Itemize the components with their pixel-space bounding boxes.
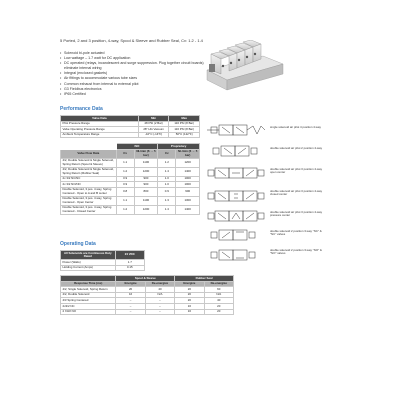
table-cell: –: [116, 309, 145, 315]
table-cell: 1.7: [115, 260, 144, 266]
valve-schematic-icon: [205, 143, 270, 159]
table-cell: 1300: [176, 196, 200, 205]
table-row: [61, 265, 145, 271]
feature-item: • Solenoid bi-pole actuated: [60, 51, 210, 56]
feature-item: • DC operated (relays, incandescent and surge suppression. Plug together circuit boards) eliminate internal wiring: [60, 61, 210, 71]
column-header: Cv: [158, 149, 176, 158]
feature-item: • Air fittings to accommodate various tube sizes: [60, 76, 210, 81]
table-cell: Holding Current (Amps): [61, 265, 116, 271]
table-cell: 0.9: [116, 182, 134, 188]
table-cell: Pilot Pressure Range: [61, 121, 139, 127]
column-header: Cv: [116, 149, 134, 158]
table-cell: N/A: [204, 292, 233, 298]
table-cell: 4/2, Single Solenoid, Spring Return: [61, 287, 116, 293]
table-header-row: [61, 251, 145, 260]
schematic-label: double solenoid air pilot 3 position 4-way pressure center: [270, 210, 323, 218]
valve-flow-table: [60, 143, 200, 215]
table-cell: 1100: [134, 158, 158, 167]
column-group-header: Rubber Seal: [175, 276, 234, 282]
table-cell: 20: [116, 287, 145, 293]
table-cell: 1.2: [158, 158, 176, 167]
column-header: De-energize: [145, 281, 174, 287]
valve-schematic-icon: [205, 208, 270, 224]
feature-list: [60, 51, 210, 97]
table-cell: 2 X3/2 NO: [61, 309, 116, 315]
table-cell: 1.2: [116, 205, 134, 214]
table-cell: Valve Operating Pressure Range: [61, 127, 139, 133]
valve-schematic-icon: [205, 122, 270, 138]
column-header: NL/min (6 → 5 bar): [134, 149, 158, 158]
schematic-label: double solenoid 2 position 3-way "NO" & "NO" valves: [270, 248, 322, 256]
table-cell: 20: [175, 292, 204, 298]
operating-data-title: Operating Data: [60, 241, 96, 247]
table-cell: –: [116, 298, 145, 304]
table-cell: 16: [175, 303, 204, 309]
intro-text: 5 Ported, 2 and 3 position, 4-way, Spool & Sleeve and Rubber Seal, Cv: 1.2 - 1.4: [60, 38, 203, 43]
performance-data-title: Performance Data: [60, 106, 103, 112]
table-row: [61, 132, 200, 138]
table-cell: 2x 3/2 NC/NC: [61, 176, 117, 182]
valve-schematic-icon: [205, 227, 270, 243]
table-cell: 1.0: [158, 176, 176, 182]
table-cell: 28 PSI (2 Bar): [138, 121, 169, 127]
table-cell: 116 PSI (8 Bar): [169, 121, 200, 127]
column-header: Response Time (ms): [61, 281, 116, 287]
column-header: All Solenoids are Continuous Duty Rated: [61, 251, 116, 260]
schematic-label: double solenoid air pilot 2 position 4-way: [270, 146, 323, 150]
table-cell: 800: [134, 187, 158, 196]
table-cell: 900: [176, 187, 200, 196]
table-cell: -10°C (-14°F): [138, 132, 169, 138]
table-row: [61, 196, 200, 205]
table-cell: –: [116, 303, 145, 309]
column-header: Valve Data: [61, 116, 139, 122]
table-cell: Double Solenoid, 3 pos. 4 way, Spring Centered - Closed Center: [61, 205, 117, 214]
table-cell: 40: [204, 298, 233, 304]
column-group-header: Spool & Sleeve: [116, 276, 175, 282]
column-header: Energize: [175, 281, 204, 287]
table-cell: 1400: [176, 205, 200, 214]
schematic-label: double solenoid air pilot 3 position 4-way closed center: [270, 189, 323, 197]
table-cell: 0.9: [116, 176, 134, 182]
column-header: Valve Flow Data: [61, 149, 117, 158]
column-group-header: Proprietary: [158, 144, 200, 150]
table-cell: 900: [134, 182, 158, 188]
feature-item: • IP65 Certified: [60, 92, 210, 97]
table-cell: Ambient Temperature Range: [61, 132, 139, 138]
column-header: Min: [138, 116, 169, 122]
table-cell: 0.15: [115, 265, 144, 271]
solenoid-power-table: [60, 250, 145, 271]
table-cell: 116 PSI (8 Bar): [169, 127, 200, 133]
table-cell: 20: [204, 303, 233, 309]
table-cell: 0.9: [158, 187, 176, 196]
feature-item: • Low wattage – 1.7 watt for DC application: [60, 56, 210, 61]
response-time-table: [60, 275, 234, 315]
table-cell: Double Solenoid, 3 pos. 4 way, Spring Centered - Open to A and B center: [61, 187, 117, 196]
column-header: 24 VDC: [115, 251, 144, 260]
table-cell: 2x3/2 NC: [61, 303, 116, 309]
valve-manifold-image: [205, 40, 285, 95]
table-cell: 1.1: [116, 158, 134, 167]
table-cell: 16: [175, 309, 204, 315]
table-cell: 20: [175, 287, 204, 293]
feature-item: • Common exhaust from internal to external pilot: [60, 82, 210, 87]
table-cell: 1.4: [158, 167, 176, 176]
table-cell: 1.4: [158, 205, 176, 214]
table-cell: –: [145, 303, 174, 309]
table-cell: 1400: [176, 167, 200, 176]
table-cell: 4/2, Double Solenoid & Single Solenoid, Spring Return (Rubber Seal): [61, 167, 117, 176]
feature-item: • G3 Fieldbus electronics: [60, 87, 210, 92]
table-cell: 900: [134, 176, 158, 182]
table-cell: –: [145, 309, 174, 315]
valve-schematic-icon: [205, 247, 270, 263]
column-group-header: ISO: [116, 144, 158, 150]
column-header: Energize: [116, 281, 145, 287]
table-row: [61, 187, 200, 196]
column-header: NL/min (6 → 5 bar): [176, 149, 200, 158]
table-cell: 20: [175, 298, 204, 304]
table-row: [61, 205, 200, 214]
table-cell: 1000: [176, 176, 200, 182]
table-cell: 1.3: [158, 196, 176, 205]
table-cell: 0.8: [116, 187, 134, 196]
valve-data-table: [60, 115, 200, 138]
valve-schematic-icon: [205, 188, 270, 204]
table-row: [61, 158, 200, 167]
table-subheader-row: [61, 149, 200, 158]
feature-item: • Integral (enclosed gaskets): [60, 71, 210, 76]
column-header: Max: [169, 116, 200, 122]
table-cell: N/A: [145, 292, 174, 298]
valve-schematic-icon: [205, 165, 270, 181]
table-cell: 16: [116, 292, 145, 298]
table-cell: 1.2: [116, 167, 134, 176]
column-header: De-energize: [204, 281, 233, 287]
table-cell: 20: [204, 309, 233, 315]
table-cell: 1200: [176, 158, 200, 167]
schematic-label: double solenoid 2 position 3-way "NC" & "NC" valves: [270, 229, 322, 237]
table-cell: 50°C (122°F): [169, 132, 200, 138]
table-cell: Double Solenoid, 3 pos. 4 way, Spring Centered - Open Center: [61, 196, 117, 205]
table-row: [61, 167, 200, 176]
table-cell: 1100: [134, 196, 158, 205]
table-cell: 4/2, Double Solenoid: [61, 292, 116, 298]
table-cell: 1200: [134, 167, 158, 176]
table-cell: –: [145, 298, 174, 304]
table-cell: 40: [145, 287, 174, 293]
table-cell: 1.1: [116, 196, 134, 205]
table-cell: 28" HG Vacuum: [138, 127, 169, 133]
table-cell: 2x 3/2 NO/NO: [61, 182, 117, 188]
table-cell: Power (Watts): [61, 260, 116, 266]
table-cell: 4/2, Double Solenoid & Single Solenoid, Spring Return (Spool & Sleeve): [61, 158, 117, 167]
table-cell: 1.0: [158, 182, 176, 188]
table-cell: 1200: [134, 205, 158, 214]
table-cell: 60: [204, 287, 233, 293]
schematic-label: single solenoid air pilot 4 position 4-way: [270, 125, 321, 129]
table-row: [61, 309, 234, 315]
table-cell: 1000: [176, 182, 200, 188]
table-cell: 4/3 Spring Centered: [61, 298, 116, 304]
schematic-label: double solenoid air pilot 3 position 4-way open center: [270, 167, 323, 175]
